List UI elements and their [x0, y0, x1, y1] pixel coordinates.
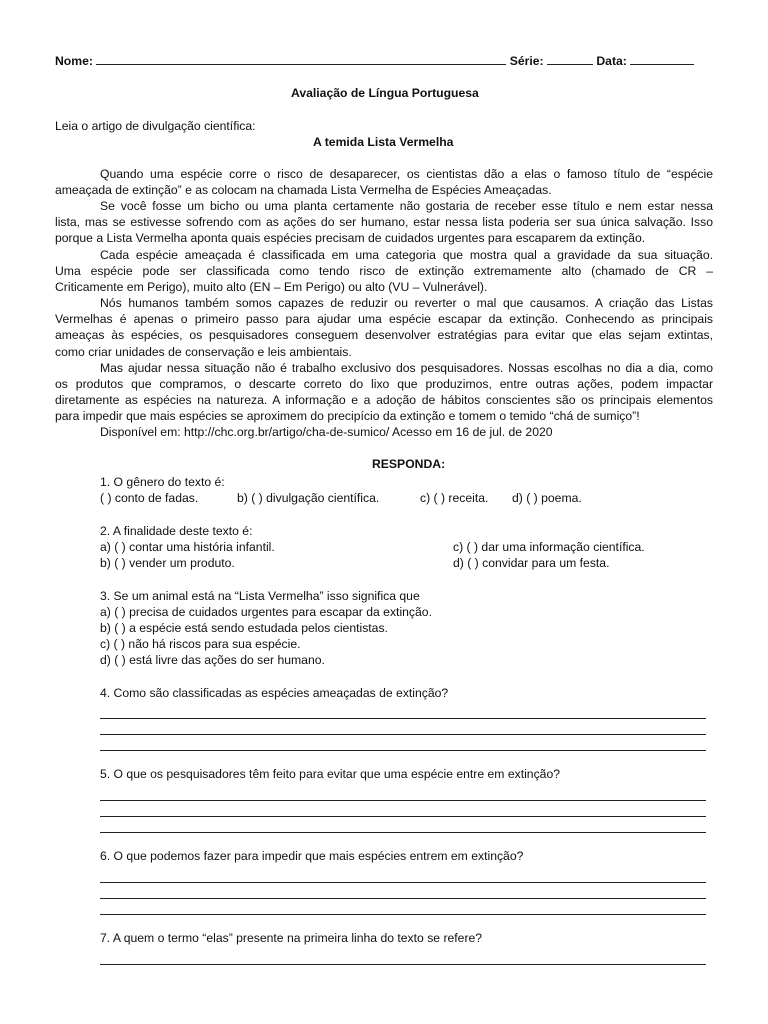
data-label: Data: [596, 54, 627, 68]
answer-line[interactable] [100, 898, 706, 899]
answer-line[interactable] [100, 914, 706, 915]
answer-line[interactable] [100, 800, 706, 801]
answer-line[interactable] [100, 964, 706, 965]
answer-line[interactable] [100, 750, 706, 751]
question-3: 3. Se um animal está na “Lista Vermelha” isso significa que [100, 589, 420, 603]
intro-text: Leia o artigo de divulgação científica: [55, 119, 256, 133]
q1-option-a[interactable]: ( ) conto de fadas. [100, 491, 199, 505]
q3-option-a[interactable]: a) ( ) precisa de cuidados urgentes para escapar da extinção. [100, 605, 432, 619]
question-5: 5. O que os pesquisadores têm feito para evitar que uma espécie entre em extinção? [100, 767, 561, 781]
q2-option-a[interactable]: a) ( ) contar uma história infantil. [100, 540, 275, 554]
source-citation: Disponível em: http://chc.org.br/artigo/cha-de-sumico/ Acesso em 16 de jul. de 2020 [100, 425, 553, 439]
data-field[interactable] [630, 52, 694, 65]
q2-option-d[interactable]: d) ( ) convidar para um festa. [453, 556, 610, 570]
answer-line[interactable] [100, 816, 706, 817]
name-field[interactable] [96, 52, 506, 65]
article-line: Cada espécie ameaçada é classificada em uma categoria que mostra qual a gravidade da sua situação. [100, 248, 713, 262]
article-line: Vermelhas é apenas o primeiro passo para ajudar uma espécie escapar da extinção. Conhecendo as principais [55, 312, 713, 326]
article-line: lista, mas se estivesse sofrendo com as ações do ser humano, estar nessa lista poderia ser sua única salvação. Isso [55, 215, 713, 229]
name-label: Nome: [55, 54, 93, 68]
question-7: 7. A quem o termo “elas” presente na primeira linha do texto se refere? [100, 931, 483, 945]
article-line: Se você fosse um bicho ou uma planta certamente não gostaria de receber esse título e nem estar nessa [100, 199, 713, 213]
q3-option-b[interactable]: b) ( ) a espécie está sendo estudada pelos cientistas. [100, 621, 388, 635]
article-line: Uma espécie pode ser classificada como tendo risco de extinção extremamente alto (chamado de CR – [55, 264, 713, 278]
question-4: 4. Como são classificadas as espécies ameaçadas de extinção? [100, 686, 449, 700]
header-line [55, 52, 694, 69]
answer-line[interactable] [100, 718, 706, 719]
article-line: Nós humanos também somos capazes de reduzir ou reverter o mal que causamos. A criação das Listas [100, 296, 713, 310]
article-line: ameaças às espécies, os pesquisadores conseguem desenvolver estratégias para evitar que elas sejam extintas, [55, 328, 713, 342]
serie-field[interactable] [547, 52, 593, 65]
q1-option-b[interactable]: b) ( ) divulgação científica. [237, 491, 380, 505]
q3-option-c[interactable]: c) ( ) não há riscos para sua espécie. [100, 637, 301, 651]
article-line: os produtos que compramos, o descarte correto do lixo que produzimos, entre outras ações, podem impactar [55, 377, 713, 391]
q1-option-c[interactable]: c) ( ) receita. [420, 491, 489, 505]
answer-line[interactable] [100, 734, 706, 735]
article-line: Quando uma espécie corre o risco de desaparecer, os cientistas dão a elas o famoso título de “espécie [100, 167, 713, 181]
article-line: porque a Lista Vermelha aponta quais espécies precisam de cuidados urgentes para escaparem da extinção. [55, 231, 646, 245]
q2-option-c[interactable]: c) ( ) dar uma informação científica. [453, 540, 645, 554]
question-2: 2. A finalidade deste texto é: [100, 524, 253, 538]
article-line: ameaçada de extinção” e as colocam na chamada Lista Vermelha de Espécies Ameaçadas. [55, 183, 552, 197]
question-1: 1. O gênero do texto é: [100, 475, 225, 489]
article-line: como criar unidades de conservação e leis ambientais. [55, 345, 352, 359]
answer-line[interactable] [100, 882, 706, 883]
article-line: diretamente as espécies na natureza. A informação e a adoção de hábitos conscientes são os principais elementos [55, 393, 713, 407]
responda-heading: RESPONDA: [372, 457, 446, 471]
answer-line[interactable] [100, 832, 706, 833]
q2-option-b[interactable]: b) ( ) vender um produto. [100, 556, 235, 570]
page-title: Avaliação de Língua Portuguesa [291, 86, 479, 100]
article-line: para impedir que mais espécies se aproximem do precipício da extinção e tomem o temido “chá de sumiço”! [55, 409, 640, 423]
serie-label: Série: [509, 54, 544, 68]
q3-option-d[interactable]: d) ( ) está livre das ações do ser humano. [100, 653, 325, 667]
question-6: 6. O que podemos fazer para impedir que mais espécies entrem em extinção? [100, 849, 524, 863]
q1-option-d[interactable]: d) ( ) poema. [512, 491, 582, 505]
article-line: Criticamente em Perigo), muito alto (EN – Em Perigo) ou alto (VU – Vulnerável). [55, 280, 488, 294]
article-title: A temida Lista Vermelha [313, 135, 454, 149]
article-line: Mas ajudar nessa situação não é trabalho exclusivo dos pesquisadores. Nossas escolhas no dia a dia, como [100, 361, 713, 375]
